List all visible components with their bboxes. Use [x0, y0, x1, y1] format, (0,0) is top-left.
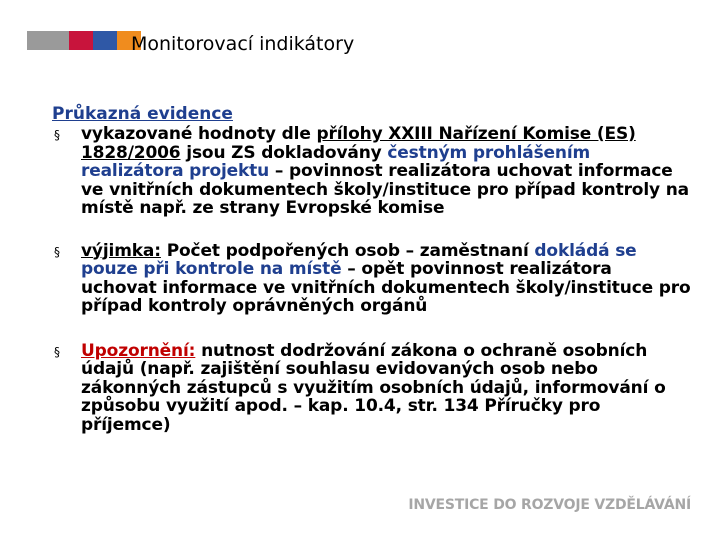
footer-program-name: INVESTICE DO ROZVOJE VZDĚLÁVÁNÍ	[408, 497, 691, 513]
bullet-text: Počet podpořených osob – zaměstnaní	[160, 240, 535, 261]
project-logo-blocks	[27, 31, 141, 50]
warning-label: Upozornění:	[81, 340, 196, 361]
exception-label: výjimka:	[81, 240, 161, 261]
slide-title: Monitorovací indikátory	[131, 33, 355, 55]
bullet-item	[52, 125, 692, 218]
bullet-marker: §	[54, 244, 60, 259]
bullet-text: nutnost dodržování zákona o ochraně osobních údajů (např. zajištění souhlasu evidovaných osob nebo zákonných zástupců s využitím osobních údajů, informování o způsobu využití apod. – kap. 10.4, str. 134 Příručky pro příjemce)	[81, 340, 666, 435]
bullet-text: – povinnost realizátora uchovat informace ve vnitřních dokumentech školy/instituce pro případ kontroly na místě např. ze strany Evropské komise	[81, 161, 689, 218]
regulation-reference: přílohy XXIII Nařízení Komise (ES) 1828/2006	[81, 124, 636, 163]
logo-block-red	[69, 31, 93, 50]
bullet-text: vykazované hodnoty dle	[81, 124, 317, 144]
highlighted-text: dokládá se pouze při kontrole na místě	[81, 240, 637, 279]
bullet-marker: §	[54, 344, 60, 359]
bullet-item	[52, 342, 692, 435]
logo-block-gray-1	[27, 31, 45, 50]
logo-block-gray-2	[45, 31, 69, 50]
bullet-text: jsou ZS dokladovány	[180, 142, 388, 163]
slide-content	[52, 104, 692, 434]
section-heading: Průkazná evidence	[52, 104, 233, 124]
bullet-marker: §	[54, 128, 60, 142]
highlighted-text: čestným prohlášením realizátora projektu	[81, 142, 591, 181]
bullet-text: – opět povinnost realizátora uchovat informace ve vnitřních dokumentech školy/instituce pro případ kontroly oprávněných orgánů	[81, 259, 691, 316]
logo-block-blue	[93, 31, 117, 50]
bullet-item	[52, 242, 692, 316]
